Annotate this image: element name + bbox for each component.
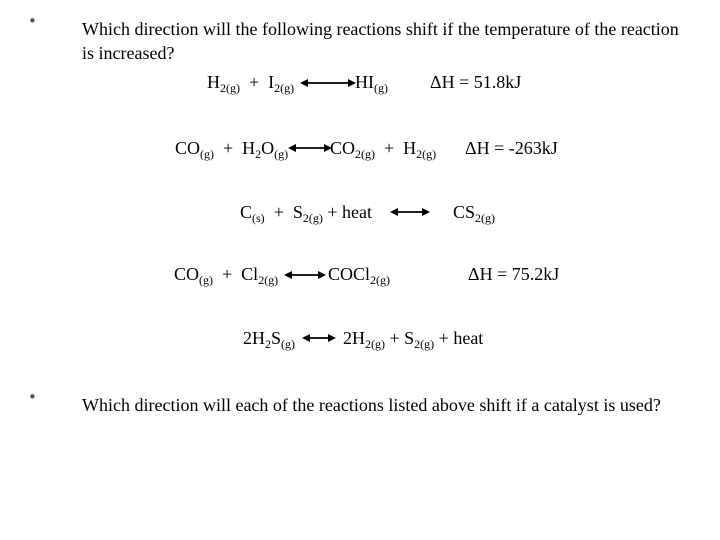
reaction-3-products: $CS_{2(g)}$	[453, 202, 496, 225]
question-1: Which direction will the following reactions shift if the temperature of the reaction is increased?	[82, 19, 679, 63]
equilibrium-arrow-5	[302, 333, 336, 343]
reaction-4-products: COCl$_{2(g)}$	[328, 264, 391, 287]
reaction-1-reactants: $H_{2(g)} + I_{2(g)}$	[207, 72, 295, 95]
question-2: Which direction will each of the reactions listed above shift if a catalyst is used?	[82, 395, 661, 415]
reaction-2-products: $CO_{2(g)} + H_{2(g)}$	[330, 138, 437, 161]
reaction-2-reactants: $CO_{(g)} + H_2O_{(g)}$	[175, 138, 289, 161]
equilibrium-arrow-4	[284, 270, 326, 280]
reaction-4-enthalpy: ΔH = 75.2kJ	[468, 264, 560, 284]
reaction-5-products: $2H_{2(g)} + S_{2(g)}$ + heat	[343, 328, 484, 351]
reaction-5-reactants: $2H_2S_{(g)}$	[243, 328, 296, 351]
reaction-3-reactants: $C_{(s)} + S_{2(g)}$ + heat	[240, 202, 372, 225]
reaction-2-enthalpy: ΔH = -263kJ	[465, 138, 558, 158]
reaction-1-enthalpy: ΔH = 51.8kJ	[430, 72, 522, 92]
bullet-2: •	[28, 388, 37, 406]
reaction-4-reactants: $CO_{(g)} + Cl_{2(g)}$	[174, 264, 279, 287]
equilibrium-arrow-1	[300, 78, 356, 88]
equilibrium-arrow-2	[288, 143, 332, 153]
reaction-1-products: $HI_{(g)}$	[355, 72, 388, 95]
bullet-1: •	[28, 12, 37, 30]
equilibrium-arrow-3	[390, 207, 430, 217]
